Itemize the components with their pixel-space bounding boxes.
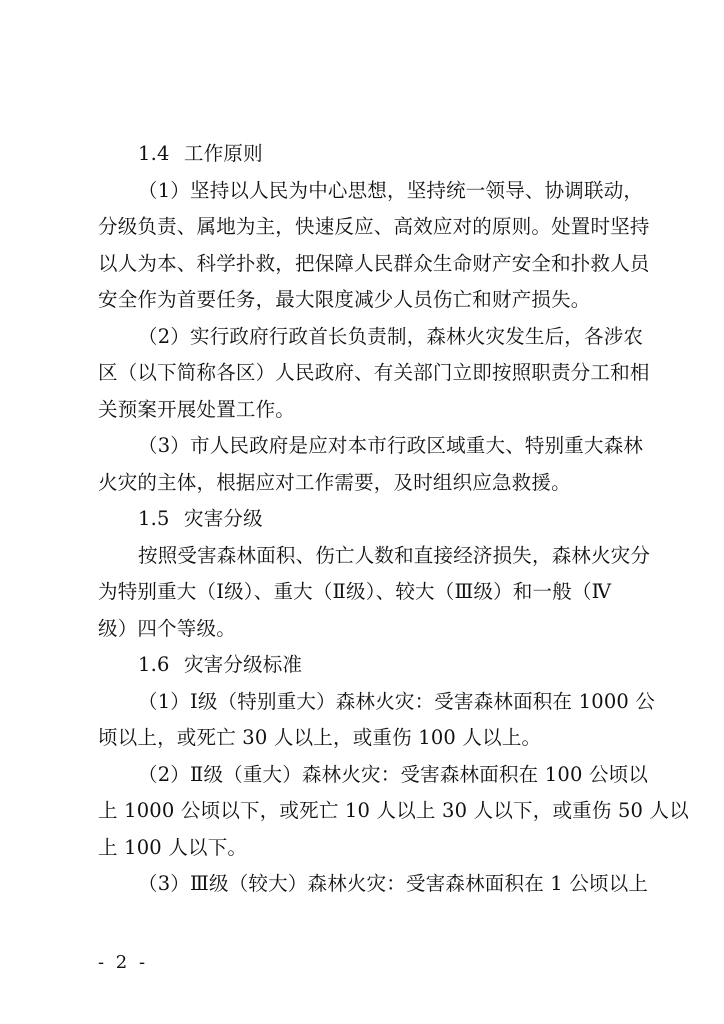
section-title: 工作原则	[184, 142, 263, 165]
document-body	[98, 136, 689, 903]
paragraph-line: 上 100 人以下。	[98, 835, 248, 859]
section-title: 灾害分级	[184, 507, 263, 530]
paragraph-line: 按照受害森林面积、伤亡人数和直接经济损失，森林火灾分	[138, 543, 651, 567]
paragraph-line: 区（以下简称各区）人民政府、有关部门立即按照职责分工和相	[98, 361, 650, 384]
paragraph-line: （3）Ⅲ级（较大）森林火灾：受害森林面积在 1 公顷以上	[138, 872, 649, 895]
paragraph-line: （3）市人民政府是应对本市行政区域重大、特别重大森林	[138, 434, 644, 457]
paragraph-line: 关预案开展处置工作。	[98, 397, 296, 421]
paragraph-line: 分级负责、属地为主，快速反应、高效应对的原则。处置时坚持	[98, 215, 650, 238]
paragraph-line: 安全作为首要任务，最大限度减少人员伤亡和财产损失。	[98, 288, 591, 311]
section-heading	[98, 647, 638, 684]
paragraph-line: 级）四个等级。	[98, 616, 236, 640]
section-heading	[98, 501, 638, 538]
section-heading	[98, 136, 638, 173]
paragraph-line: 以人为本、科学扑救，把保障人民群众生命财产安全和扑救人员	[98, 251, 650, 275]
paragraph-line: 为特别重大（Ⅰ级）、重大（Ⅱ级）、较大（Ⅲ级）和一般（Ⅳ	[98, 580, 612, 603]
paragraph-line: （2）Ⅱ级（重大）森林火灾：受害森林面积在 100 公顷以	[138, 762, 649, 786]
section-number: 1.5	[138, 507, 170, 530]
paragraph-line: （1）坚持以人民为中心思想，坚持统一领导、协调联动，	[138, 178, 644, 202]
paragraph-line: 火灾的主体，根据应对工作需要，及时组织应急救援。	[98, 470, 571, 494]
paragraph-line: （2）实行政府行政首长负责制，森林火灾发生后，各涉农	[138, 324, 644, 348]
section-number: 1.4	[138, 142, 170, 165]
section-title: 灾害分级标准	[184, 653, 303, 676]
paragraph-line: 上 1000 公顷以下，或死亡 10 人以上 30 人以下，或重伤 50 人以	[98, 799, 689, 822]
paragraph-line: 顷以上，或死亡 30 人以上，或重伤 100 人以上。	[98, 726, 542, 749]
page-number: - 2 -	[98, 952, 149, 973]
paragraph-line: （1）Ⅰ级（特别重大）森林火灾：受害森林面积在 1000 公	[138, 689, 656, 713]
section-number: 1.6	[138, 653, 170, 676]
